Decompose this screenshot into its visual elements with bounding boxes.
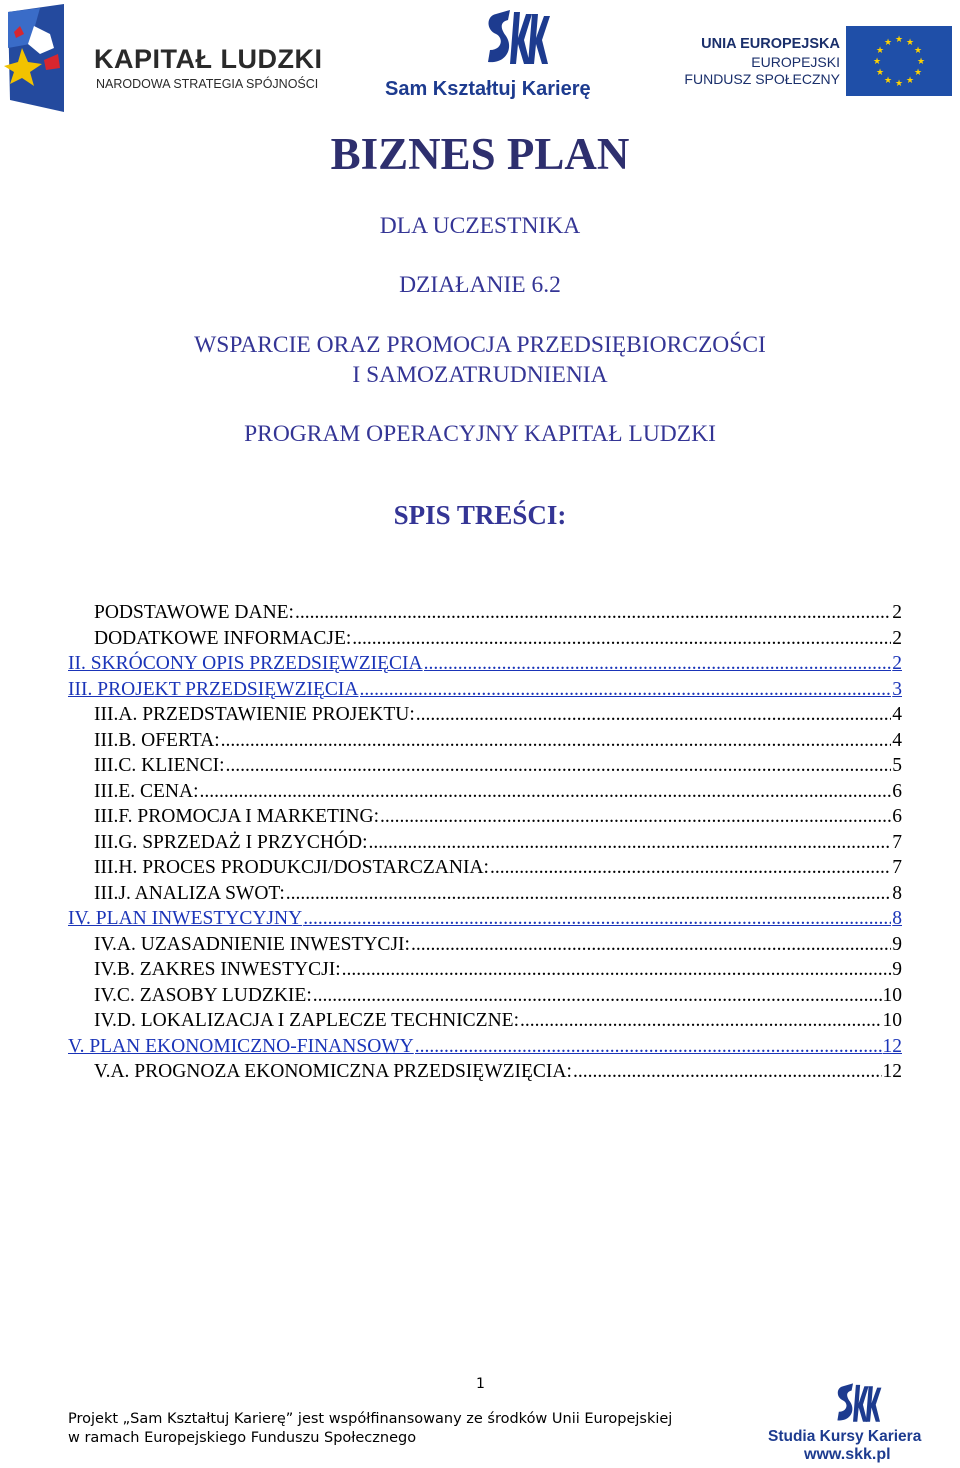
toc-entry-page: 6 <box>892 780 902 802</box>
toc-entry-label: III.E. CENA: <box>94 780 199 802</box>
studia-kursy-kariera-logo <box>764 1382 954 1464</box>
studia-logo-url: www.skk.pl <box>804 1446 891 1463</box>
toc-entry <box>94 934 902 960</box>
toc-entry <box>94 857 902 883</box>
toc-entry-page: 9 <box>892 933 902 955</box>
toc-entry <box>94 1061 902 1087</box>
toc-entry-page: 12 <box>882 1061 902 1082</box>
subtitle-participant: DLA UCZESTNIKA <box>379 213 581 239</box>
skk-logo-text: Sam Kształtuj Karierę <box>385 78 591 100</box>
toc-entry-label: III.F. PROMOCJA I MARKETING: <box>94 806 379 827</box>
studia-logo-text: Studia Kursy Kariera <box>768 1428 922 1445</box>
toc-entry <box>94 985 902 1011</box>
toc-entry <box>94 628 902 654</box>
svg-text:★: ★ <box>905 76 915 86</box>
toc-entry-page: 8 <box>892 882 902 904</box>
svg-text:★: ★ <box>913 46 923 56</box>
toc-entry-page: 9 <box>892 959 902 980</box>
footer-funding-line1: Projekt „Sam Kształtuj Karierę” jest współfinansowany ze środków Unii Europejskiej <box>68 1411 673 1427</box>
toc-entry-label: III.C. KLIENCI: <box>94 755 225 776</box>
toc-entry-page: 4 <box>892 704 902 725</box>
toc-entry-page: 12 <box>882 1035 902 1057</box>
toc-entry-page: 3 <box>892 678 902 700</box>
svg-text:★: ★ <box>913 68 923 78</box>
svg-text:★: ★ <box>875 46 885 56</box>
toc-entry-page: 7 <box>892 831 902 853</box>
kapital-ludzki-title: KAPITAŁ LUDZKI <box>94 44 323 74</box>
svg-text:★: ★ <box>872 57 882 67</box>
eu-logo-line2: EUROPEJSKI <box>751 54 840 70</box>
toc-entry-label: V.A. PROGNOZA EKONOMICZNA PRZEDSIĘWZIĘCIA: <box>94 1061 572 1082</box>
toc-entry <box>94 1010 902 1036</box>
toc-entry-page: 4 <box>892 729 902 751</box>
toc-entry <box>94 806 902 832</box>
eu-logo-line3: FUNDUSZ SPOŁECZNY <box>684 71 840 87</box>
svg-text:★: ★ <box>883 76 893 86</box>
toc-entry-label: III.G. SPRZEDAŻ I PRZYCHÓD: <box>94 831 368 853</box>
subtitle-support-line2: I SAMOZATRUDNIENIA <box>352 362 608 388</box>
skk-monogram-small-icon <box>834 1382 882 1426</box>
page-number: 1 <box>476 1376 485 1392</box>
toc-entry <box>94 959 902 985</box>
toc-entry-label: IV.B. ZAKRES INWESTYCJI: <box>94 959 341 980</box>
toc-entry-page: 7 <box>892 857 902 878</box>
toc-link-plan-ekonomiczno-finansowy[interactable] <box>68 1036 902 1062</box>
sam-ksztaltuj-kariere-logo <box>380 8 670 100</box>
subtitle-program: PROGRAM OPERACYJNY KAPITAŁ LUDZKI <box>244 421 716 447</box>
toc-link-plan-inwestycyjny[interactable] <box>68 908 902 934</box>
toc-entry-page: 10 <box>882 984 902 1006</box>
toc-entry-page: 6 <box>892 806 902 827</box>
eu-flag-icon <box>846 26 952 96</box>
toc-entry-label: III.B. OFERTA: <box>94 729 220 751</box>
subtitle-action: DZIAŁANIE 6.2 <box>399 272 561 298</box>
toc-entry <box>94 781 902 807</box>
toc-entry-page: 2 <box>892 653 902 674</box>
eu-efs-logo <box>684 26 956 96</box>
svg-text:★: ★ <box>905 38 915 48</box>
toc-entry <box>94 704 902 730</box>
toc-entry-label: IV. PLAN INWESTYCYJNY <box>68 908 303 929</box>
eu-logo-line1: UNIA EUROPEJSKA <box>701 36 840 52</box>
toc-entry <box>94 755 902 781</box>
kapital-ludzki-subtitle: NARODOWA STRATEGIA SPÓJNOŚCI <box>96 77 319 91</box>
toc-entry-label: IV.D. LOKALIZACJA I ZAPLECZE TECHNICZNE: <box>94 1010 520 1031</box>
toc-entry <box>94 602 902 628</box>
document-title: BIZNES PLAN <box>330 129 630 179</box>
toc-entry-label: III. PROJEKT PRZEDSIĘWZIĘCIA <box>68 678 359 700</box>
toc-entry-label: V. PLAN EKONOMICZNO-FINANSOWY <box>68 1035 414 1057</box>
toc-entry-label: PODSTAWOWE DANE: <box>94 602 294 623</box>
toc-entry-label: IV.C. ZASOBY LUDZKIE: <box>94 984 312 1006</box>
svg-text:★: ★ <box>875 68 885 78</box>
toc-link-projekt[interactable] <box>68 679 902 705</box>
toc-entry-page: 10 <box>882 1010 902 1031</box>
toc-link-skrocony-opis[interactable] <box>68 653 902 679</box>
skk-monogram-icon <box>484 8 550 70</box>
toc-entry-label: DODATKOWE INFORMACJE: <box>94 627 352 649</box>
toc-entry-page: 8 <box>892 908 902 929</box>
svg-text:★: ★ <box>883 38 893 48</box>
toc-entry-page: 5 <box>892 755 902 776</box>
subtitle-support-line1: WSPARCIE ORAZ PROMOCJA PRZEDSIĘBIORCZOŚCI <box>194 332 766 358</box>
toc-entry-label: III.H. PROCES PRODUKCJI/DOSTARCZANIA: <box>94 857 489 878</box>
svg-text:★: ★ <box>894 79 904 89</box>
toc-entry <box>94 832 902 858</box>
toc-entry-label: III.A. PRZEDSTAWIENIE PROJEKTU: <box>94 704 415 725</box>
toc-entry <box>94 883 902 909</box>
toc-entry-label: IV.A. UZASADNIENIE INWESTYCJI: <box>94 933 410 955</box>
kapital-ludzki-logo <box>0 4 340 114</box>
footer-funding-line2: w ramach Europejskiego Funduszu Społecznego <box>68 1430 417 1446</box>
toc-heading: SPIS TREŚCI: <box>393 500 567 530</box>
toc-entry-label: II. SKRÓCONY OPIS PRZEDSIĘWZIĘCIA <box>68 653 423 674</box>
toc-entry-page: 2 <box>892 627 902 649</box>
toc-entry <box>94 730 902 756</box>
kapital-ludzki-emblem-icon <box>0 4 90 114</box>
toc-entry-page: 2 <box>892 602 902 623</box>
svg-text:★: ★ <box>916 57 926 67</box>
svg-text:★: ★ <box>894 35 904 45</box>
toc-entry-label: III.J. ANALIZA SWOT: <box>94 882 285 904</box>
